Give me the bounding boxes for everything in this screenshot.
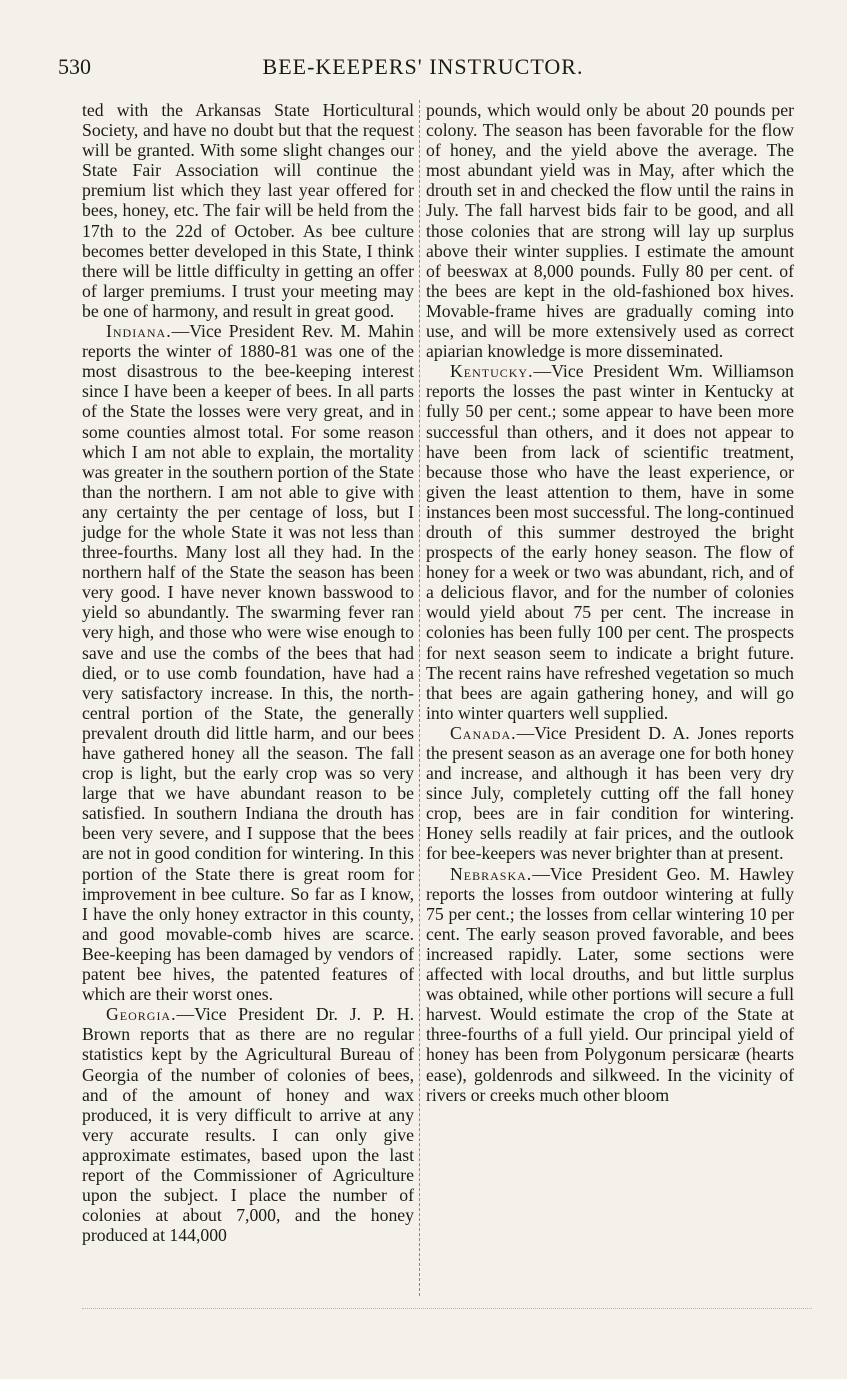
section-lead: Indiana. [106, 321, 172, 342]
paragraph-indiana [82, 321, 414, 1004]
right-column [426, 100, 794, 1105]
running-head: BEE-KEEPERS' INSTRUCTOR. [262, 54, 584, 79]
print-artifact [82, 1298, 812, 1309]
paragraph-canada [426, 723, 794, 864]
section-lead: Nebraska. [450, 863, 533, 884]
paragraph-nebraska [426, 864, 794, 1105]
page-header [58, 50, 788, 84]
column-divider [419, 100, 421, 1296]
paragraph-text: —Vice President Dr. J. P. H. Brown reports that as there are no regular statistics kept by the Agricultural Bureau of Georgia of the number of colonies of bees, and of the amount of honey and wax produced, it is very difficult to arrive at any very accurate results. I can only give approximate estimates, based upon the last report of the Commissioner of Agriculture upon the subject. I place the number of colonies at about 7,000, and the honey produced at 144,000 [82, 1004, 414, 1246]
paragraph-kentucky [426, 361, 794, 723]
section-lead: Canada. [450, 722, 517, 743]
paragraph: pounds, which would only be about 20 pounds per colony. The season has been favorable for the flow of honey, and the yield above the average. The most abundant yield was in May, after which the drouth set in and checked the flow until the rains in July. The fall harvest bids fair to be good, and all those colonies that are strong will lay up surplus above their winter supplies. I estimate the amount of beeswax at 8,000 pounds. Fully 80 per cent. of the bees are kept in the old-fashioned box hives. Movable-frame hives are gradually coming into use, and will be more extensively used as correct apiarian knowledge is more disseminated. [426, 100, 794, 362]
section-lead: Georgia. [106, 1004, 177, 1025]
page-number: 530 [58, 54, 91, 79]
paragraph-georgia [82, 1004, 414, 1245]
section-lead: Kentucky. [450, 361, 534, 382]
paragraph: ted with the Arkansas State Horticultural Society, and have no doubt but that the request will be granted. With some slight changes our State Fair Association will continue the premium list which they last year offered for bees, honey, etc. The fair will be held from the 17th to the 22d of October. As bee culture becomes better developed in this State, I think there will be little difficulty in getting an offer of larger premiums. I trust your meeting may be one of harmony, and result in great good. [82, 100, 414, 321]
paragraph-text: —Vice President D. A. Jones reports the present season as an average one for both honey and increase, and although it has been very dry since July, completely cutting off the fall honey crop, bees are in fair condition for wintering. Honey sells readily at fair prices, and the outlook for bee-keepers was never brighter than at present. [426, 722, 794, 864]
paragraph-text: —Vice President Wm. Williamson reports the losses the past winter in Kentucky at fully 50 per cent.; some appear to have been more successful than others, and it does not appear to have been from lack of scientific treatment, because those who have the least experience, or given the least attention to them, have in some instances been most successful. The long-continued drouth of this summer destroyed the bright prospects of the early honey season. The flow of honey for a week or two was abundant, rich, and of a delicious flavor, and for the number of colonies would yield about 75 per cent. The increase in colonies has been fully 100 per cent. The prospects for next season seem to indicate a bright future. The recent rains have refreshed vegetation so much that bees are again gathering honey, and will go into winter quarters well supplied. [426, 361, 794, 723]
paragraph-text: —Vice President Rev. M. Mahin reports the winter of 1880-81 was one of the most disastrous to the bee-keeping interest since I have been a keeper of bees. In all parts of the State the losses were very great, and in some counties almost total. For some reason which I am not able to explain, the mortality was greater in the southern portion of the State than the northern. I am not able to give with any certainty the per centage of loss, but I judge for the whole State it was not less than three-fourths. Many lost all they had. In the northern half of the State the season has been very good. I have never known basswood to yield so abundantly. The swarming fever ran very high, and those who were wise enough to save and use the combs of the bees that had died, or to use comb foundation, have had a very satisfactory increase. In this, the north-central portion of the State, the generally prevalent drouth did little harm, and our bees have gathered honey all the season. The fall crop is light, but the early crop was so very large that we have abundant reason to be satisfied. In southern Indiana the drouth has been very severe, and I suppose that the bees are not in good condition for wintering. In this portion of the State there is great room for improvement in bee culture. So far as I know, I have the only honey extractor in this county, and good movable-comb hives are scarce. Bee-keeping has been damaged by vendors of patent bee hives, the patented features of which are their worst ones. [82, 321, 414, 1005]
left-column [82, 100, 414, 1245]
paragraph-text: —Vice President Geo. M. Hawley reports the losses from outdoor wintering at fully 75 per cent.; the losses from cellar wintering 10 per cent. The early season proved favorable, and bees increased rapidly. Later, some sections were affected with local drouths, and but little surplus was obtained, while other portions will secure a full harvest. Would estimate the crop of the State at three-fourths of a full yield. Our principal yield of honey has been from Polygonum persicaræ (hearts ease), goldenrods and silkweed. In the vicinity of rivers or creeks much other bloom [426, 863, 794, 1105]
